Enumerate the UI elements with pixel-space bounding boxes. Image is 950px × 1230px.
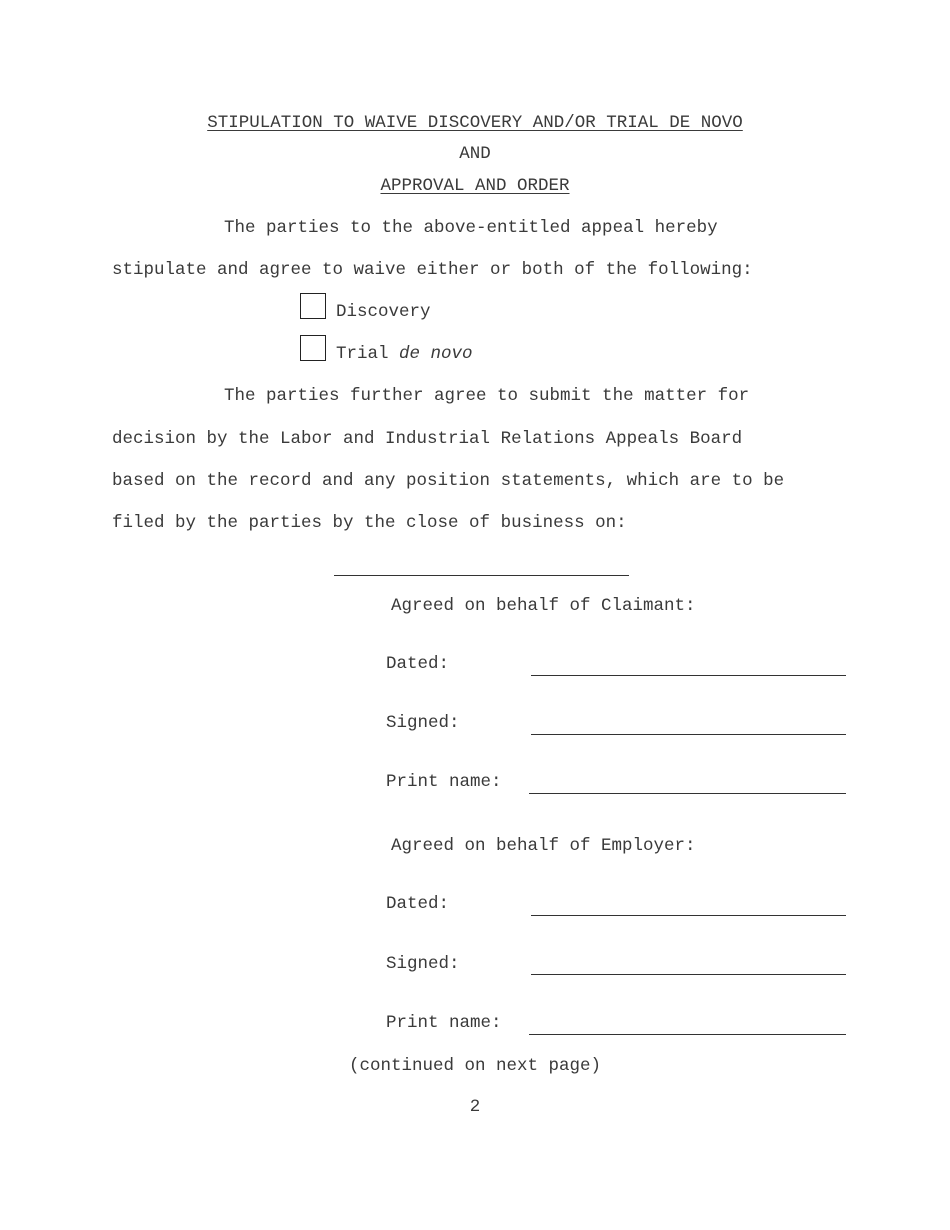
continued-note: (continued on next page) xyxy=(348,1056,602,1076)
claimant-print-line[interactable] xyxy=(529,793,846,794)
document-subtitle: APPROVAL AND ORDER xyxy=(380,176,570,196)
claimant-dated-line[interactable] xyxy=(531,675,846,676)
employer-signed-label: Signed: xyxy=(386,954,460,974)
page-number: 2 xyxy=(469,1097,481,1117)
employer-print-label: Print name: xyxy=(386,1013,502,1033)
claimant-signed-line[interactable] xyxy=(531,734,846,735)
employer-heading: Agreed on behalf of Employer: xyxy=(391,836,696,856)
trial-de-novo-label xyxy=(336,346,473,364)
title-conjunction: AND xyxy=(459,144,491,164)
discovery-checkbox[interactable] xyxy=(300,293,326,319)
employer-print-line[interactable] xyxy=(529,1034,846,1035)
employer-dated-label: Dated: xyxy=(386,894,450,914)
para2-line3: based on the record and any position statements, which are to be xyxy=(112,471,785,491)
para2-line2: decision by the Labor and Industrial Relations Appeals Board xyxy=(112,429,743,449)
para1-line2: stipulate and agree to waive either or both of the following: xyxy=(112,260,753,280)
document-title: STIPULATION TO WAIVE DISCOVERY AND/OR TRIAL DE NOVO xyxy=(207,113,743,133)
claimant-signed-label: Signed: xyxy=(386,713,460,733)
filing-date-line[interactable] xyxy=(334,575,629,576)
employer-signed-line[interactable] xyxy=(531,974,846,975)
trial-label-prefix: Trial xyxy=(336,344,400,364)
employer-dated-line[interactable] xyxy=(531,915,846,916)
para2-line1: The parties further agree to submit the matter for xyxy=(224,386,750,406)
trial-label-italic: de novo xyxy=(399,344,473,364)
claimant-dated-label: Dated: xyxy=(386,654,450,674)
claimant-heading: Agreed on behalf of Claimant: xyxy=(391,596,696,616)
claimant-print-label: Print name: xyxy=(386,772,502,792)
trial-de-novo-checkbox[interactable] xyxy=(300,335,326,361)
discovery-label: Discovery xyxy=(336,302,431,322)
para2-line4: filed by the parties by the close of business on: xyxy=(112,513,627,533)
para1-line1: The parties to the above-entitled appeal hereby xyxy=(224,218,718,238)
